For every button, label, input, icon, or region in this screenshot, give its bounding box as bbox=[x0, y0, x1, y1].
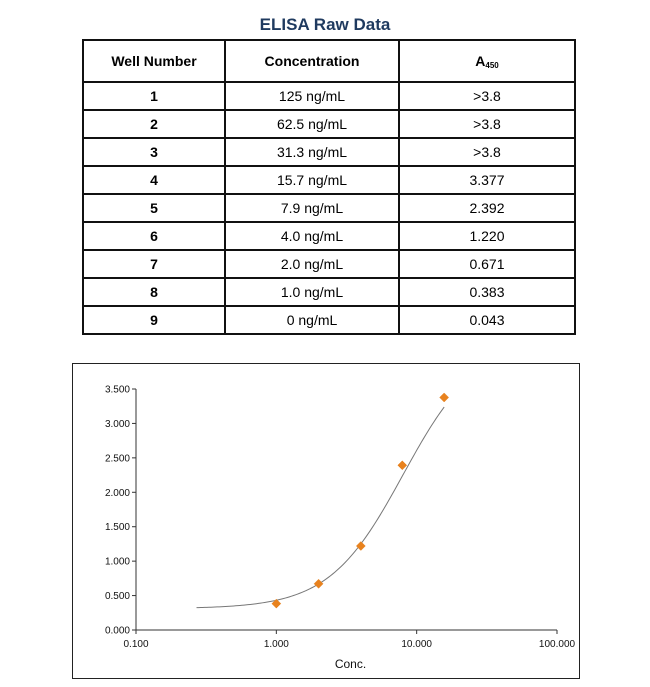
cell-absorbance: 0.043 bbox=[399, 306, 575, 334]
cell-concentration: 15.7 ng/mL bbox=[225, 166, 399, 194]
cell-absorbance: 3.377 bbox=[399, 166, 575, 194]
cell-concentration: 7.9 ng/mL bbox=[225, 194, 399, 222]
cell-concentration: 31.3 ng/mL bbox=[225, 138, 399, 166]
cell-well-number: 4 bbox=[83, 166, 225, 194]
table-row bbox=[83, 194, 575, 222]
cell-absorbance: 0.671 bbox=[399, 250, 575, 278]
table-title: ELISA Raw Data bbox=[259, 15, 391, 34]
cell-well-number: 5 bbox=[83, 194, 225, 222]
table-row bbox=[83, 166, 575, 194]
cell-concentration: 125 ng/mL bbox=[225, 82, 399, 110]
header-absorbance-subscript: 450 bbox=[485, 60, 499, 70]
table-row bbox=[83, 110, 575, 138]
header-well-number: Well Number bbox=[83, 40, 225, 82]
data-point bbox=[398, 461, 407, 470]
cell-concentration: 62.5 ng/mL bbox=[225, 110, 399, 138]
x-tick-label: 10.000 bbox=[401, 639, 432, 650]
cell-absorbance: 2.392 bbox=[399, 194, 575, 222]
table-row bbox=[83, 306, 575, 334]
cell-concentration: 4.0 ng/mL bbox=[225, 222, 399, 250]
table-row bbox=[83, 222, 575, 250]
cell-absorbance: 0.383 bbox=[399, 278, 575, 306]
table-row bbox=[83, 278, 575, 306]
data-point bbox=[314, 579, 323, 588]
cell-absorbance: >3.8 bbox=[399, 110, 575, 138]
data-point bbox=[356, 541, 365, 550]
table-row bbox=[83, 250, 575, 278]
elisa-data-table bbox=[82, 39, 576, 335]
table-row bbox=[83, 82, 575, 110]
cell-well-number: 8 bbox=[83, 278, 225, 306]
y-tick-label: 1.500 bbox=[104, 522, 130, 534]
header-absorbance bbox=[399, 40, 575, 82]
standard-curve-chart bbox=[72, 363, 580, 679]
y-tick-label: 3.000 bbox=[104, 418, 130, 430]
cell-concentration: 1.0 ng/mL bbox=[225, 278, 399, 306]
cell-well-number: 9 bbox=[83, 306, 225, 334]
cell-absorbance: >3.8 bbox=[399, 82, 575, 110]
x-tick-label: 0.100 bbox=[123, 639, 149, 650]
fit-curve-line bbox=[197, 407, 445, 608]
y-tick-label: 2.000 bbox=[104, 487, 130, 499]
cell-well-number: 3 bbox=[83, 138, 225, 166]
chart-svg bbox=[73, 364, 578, 677]
data-point bbox=[440, 393, 449, 402]
y-tick-label: 0.500 bbox=[104, 591, 130, 603]
header-absorbance-label: A bbox=[475, 52, 486, 69]
y-tick-label: 0.000 bbox=[104, 625, 130, 637]
y-tick-label: 2.500 bbox=[104, 453, 130, 465]
x-tick-label: 1.000 bbox=[263, 639, 289, 650]
cell-well-number: 2 bbox=[83, 110, 225, 138]
cell-concentration: 2.0 ng/mL bbox=[225, 250, 399, 278]
table-header-row bbox=[83, 40, 575, 82]
x-tick-label: 100.000 bbox=[538, 639, 576, 650]
cell-absorbance: 1.220 bbox=[399, 222, 575, 250]
x-axis-label: Conc. bbox=[334, 657, 367, 671]
header-concentration: Concentration bbox=[225, 40, 399, 82]
cell-well-number: 7 bbox=[83, 250, 225, 278]
cell-well-number: 6 bbox=[83, 222, 225, 250]
cell-well-number: 1 bbox=[83, 82, 225, 110]
table-row bbox=[83, 138, 575, 166]
cell-concentration: 0 ng/mL bbox=[225, 306, 399, 334]
y-tick-label: 1.000 bbox=[104, 556, 130, 568]
y-tick-label: 3.500 bbox=[104, 384, 130, 396]
cell-absorbance: >3.8 bbox=[399, 138, 575, 166]
